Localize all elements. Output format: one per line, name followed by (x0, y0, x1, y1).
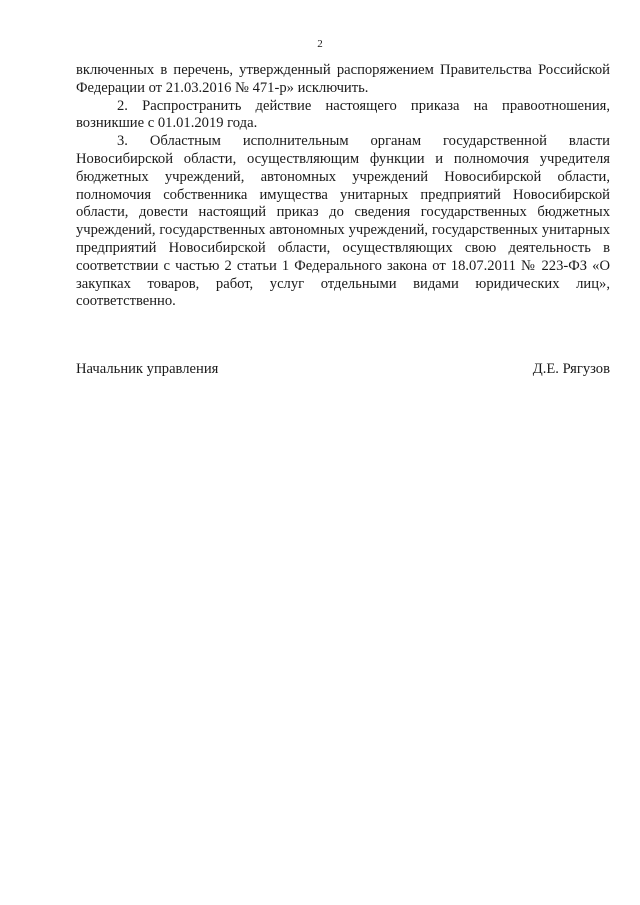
document-body (76, 62, 610, 311)
paragraph-item-3: 3. Областным исполнительным органам государственной власти Новосибирской области, осуществляющим функции и полномочия учредителя бюджетных учреждений, автономных учреждений Новосибирской области, полномочия собственника имущества унитарных предприятий Новосибирской области, довести настоящий приказ до сведения государственных бюджетных учреждений, государственных автономных учреждений, государственных унитарных предприятий Новосибирской области, осуществляющих свою деятельность в соответствии с частью 2 статьи 1 Федерального закона от 18.07.2011 № 223-ФЗ «О закупках товаров, работ, услуг отдельными видами юридических лиц», соответственно. (76, 133, 610, 310)
paragraph-item-2: 2. Распространить действие настоящего приказа на правоотношения, возникшие с 01.01.2019 года. (76, 97, 610, 132)
paragraph-continuation: включенных в перечень, утвержденный распоряжением Правительства Российской Федерации от 21.03.2016 № 471-р» исключить. (76, 62, 610, 96)
signatory-name: Д.Е. Рягузов (532, 361, 610, 377)
signatory-position: Начальник управления (76, 361, 219, 377)
signature-block (76, 360, 610, 378)
page-number: 2 (317, 38, 323, 50)
